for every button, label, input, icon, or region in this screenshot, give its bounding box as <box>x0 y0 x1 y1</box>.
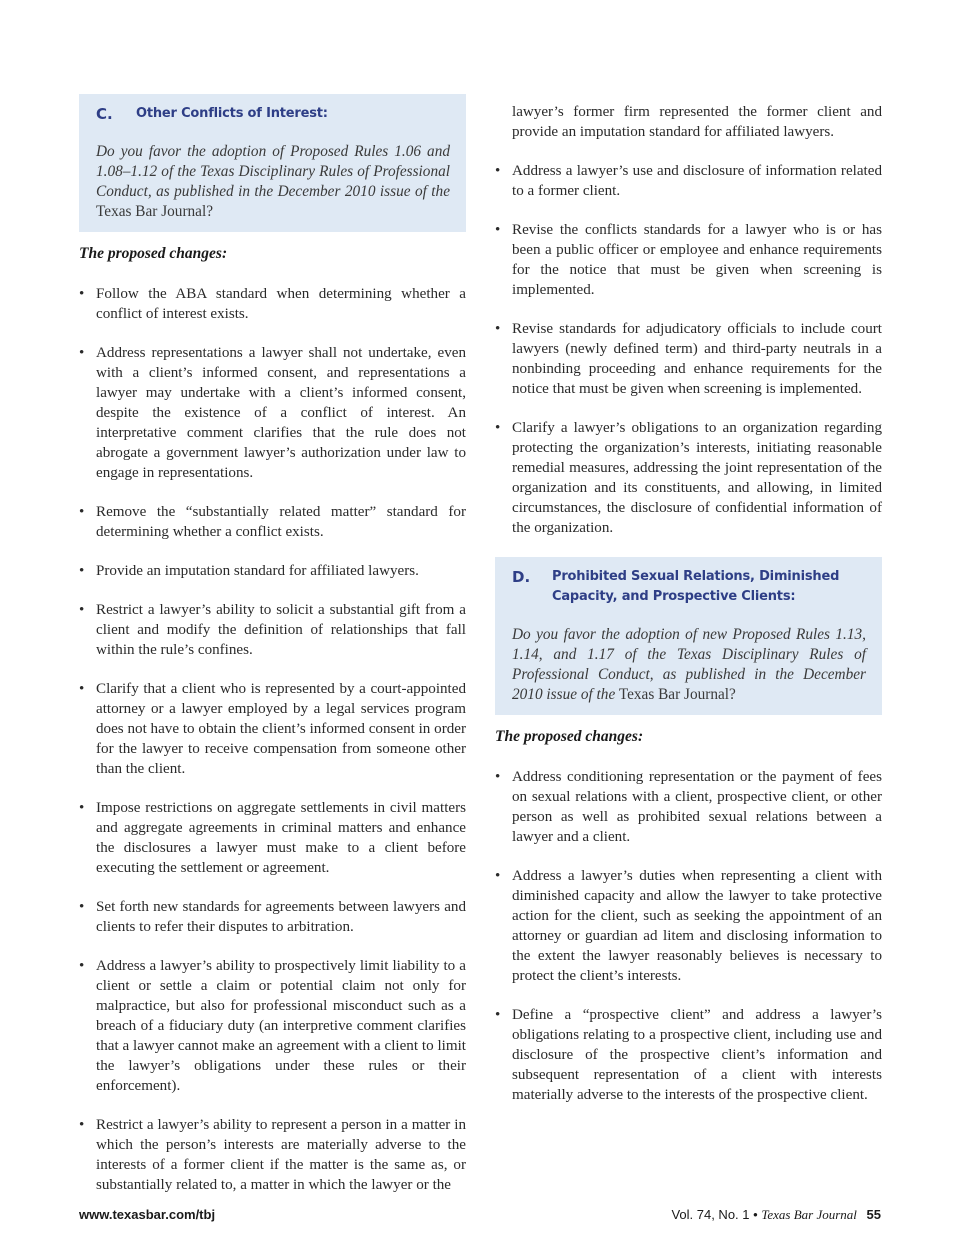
list-item: • Clarify that a client who is represented by a court-appointed attorney or a lawyer employed by a legal services program does not have to obtain the client’s informed consent in order for the lawyer to receive compensation from someone other than the client. <box>79 679 466 779</box>
list-item: • Address a lawyer’s duties when representing a client with diminished capacity and allow the lawyer to take protective action for the client, such as seeking the appointment of an attorney or guardian ad litem and disclosing information to the extent the lawyer reasonably believes is necessary to protect the client’s interests. <box>495 866 882 986</box>
list-item: • Restrict a lawyer’s ability to represent a person in a matter in which the person’s interests are materially adverse to the interests of a former client if the matter is the same as, or substantially related to, a matter in which the lawyer or the <box>79 1115 466 1195</box>
list-item: • Clarify a lawyer’s obligations to an organization regarding protecting the organization’s interests, initiating reasonable remedial measures, addressing the joint representation of the organization and its constituents, and allowing, in limited circumstances, the disclosure of confidential information of the organization. <box>495 418 882 538</box>
section-c-proposed-heading: The proposed changes: <box>79 245 228 262</box>
list-item: • Impose restrictions on aggregate settlements in civil matters and aggregate agreements in criminal matters and enhance the disclosures a lawyer must make to a client before executing the settlement or agreement. <box>79 798 466 878</box>
section-d-title: Prohibited Sexual Relations, Diminished Capacity, and Prospective Clients: <box>552 569 840 604</box>
section-d-question <box>512 625 866 705</box>
list-item: • Revise the conflicts standards for a lawyer who is or has been a public officer or employee and enhance requirements for the notice that must be given when screening is implemented. <box>495 220 882 300</box>
list-item: • Set forth new standards for agreements between lawyers and clients to refer their disputes to arbitration. <box>79 897 466 937</box>
continued-paragraph: lawyer’s former firm represented the former client and provide an imputation standard for affiliated lawyers. <box>512 104 882 140</box>
list-item: • Address a lawyer’s ability to prospectively limit liability to a client or settle a claim or potential claim not only for malpractice, but also for professional misconduct such as a breach of a fiduciary duty (an interpretive comment clarifies that a lawyer cannot make an agreement with a client to limit the lawyer’s obligations under these rules or their enforcement). <box>79 956 466 1096</box>
section-d-question-journal: Texas Bar Journal? <box>618 686 736 703</box>
list-item: • Remove the “substantially related matter” standard for determining whether a conflict exists. <box>79 502 466 542</box>
list-item: • Follow the ABA standard when determining whether a conflict of interest exists. <box>79 284 466 324</box>
section-c-question <box>96 142 450 222</box>
page-number: 55 <box>866 1207 881 1222</box>
footer-url[interactable]: www.texasbar.com/tbj <box>79 1207 216 1222</box>
footer-separator: • <box>753 1207 758 1222</box>
list-item: • Address representations a lawyer shall not undertake, even with a client’s informed consent, and representations a lawyer may undertake with a client’s informed consent, despite the existence of a conflict of interest. An interpretative comment clarifies that the rule does not abrogate a government lawyer’s authorization under law to engage in representations. <box>79 343 466 483</box>
footer-issue-info <box>671 1207 881 1223</box>
section-d-header <box>512 567 866 607</box>
right-column <box>495 102 882 1124</box>
section-c-bullet-list-continued <box>495 161 882 538</box>
section-d-proposed-heading: The proposed changes: <box>495 728 644 745</box>
section-d-question-text: Do you favor the adoption of new Proposed Rules 1.13, 1.14, and 1.17 of the Texas Disciplinary Rules of Professional Conduct, as published in the December 2010 issue of the <box>512 626 866 703</box>
section-c-letter: C. <box>96 105 113 123</box>
section-d-letter: D. <box>512 568 531 586</box>
list-item: • Revise standards for adjudicatory officials to include court lawyers (newly defined term) and third-party neutrals in a nonbinding proceeding and enhance requirements for the notice that must be given when screening is implemented. <box>495 319 882 399</box>
list-item: • Address a lawyer’s use and disclosure of information related to a former client. <box>495 161 882 201</box>
section-d-bullet-list <box>495 767 882 1105</box>
section-c-question-text: Do you favor the adoption of Proposed Rules 1.06 and 1.08–1.12 of the Texas Disciplinary Rules of Professional Conduct, as published in the December 2010 issue of the <box>96 143 450 200</box>
section-c-bullet-list <box>79 284 466 1195</box>
list-item: • Restrict a lawyer’s ability to solicit a substantial gift from a client and modify the definition of relationships that fall within the rule’s confines. <box>79 600 466 660</box>
section-c-box <box>79 94 466 232</box>
section-c-header <box>96 104 450 124</box>
left-column <box>79 94 466 1214</box>
section-c-question-journal: Texas Bar Journal? <box>96 203 214 220</box>
section-c-title: Other Conflicts of Interest: <box>136 106 328 121</box>
footer-journal: Texas Bar Journal <box>761 1207 857 1222</box>
section-d-box <box>495 557 882 715</box>
footer-volume: Vol. 74, No. 1 <box>671 1207 750 1222</box>
list-item: • Provide an imputation standard for affiliated lawyers. <box>79 561 466 581</box>
list-item: • Define a “prospective client” and address a lawyer’s obligations relating to a prospective client, including use and disclosure of the prospective client’s information and subsequent representation of a client with interests materially adverse to the interests of the prospective client. <box>495 1005 882 1105</box>
list-item: • Address conditioning representation or the payment of fees on sexual relations with a client, prospective client, or other person as well as prohibited sexual relations between a lawyer and a client. <box>495 767 882 847</box>
